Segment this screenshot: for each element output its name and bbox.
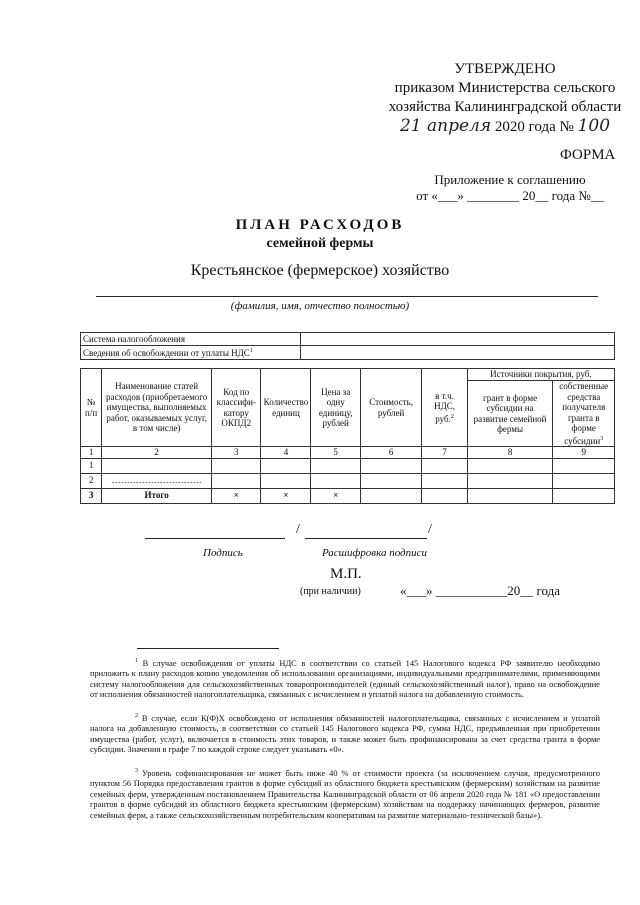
approval-number-handwritten: 100: [577, 116, 611, 136]
col-number: 3: [212, 447, 261, 459]
signature-decode-line[interactable]: [305, 538, 427, 539]
col-number: 6: [360, 447, 422, 459]
tax-system-label: Система налогообложения: [81, 333, 301, 346]
footnote-text: В случае освобождения от уплаты НДС в соответствии со статьей 145 Налогового кодекса РФ заявителю необходимо приложить к плану расходов копию уведомления об использовании организациями, индивидуальными предпринимателями, применяющими систему налогообложения для сельскохозяйственных товаропроизводителей (единый сельскохозяйственный налог), право на освобождение от исполнения обязанностей налогоплательщика, связанных с исчислением и уплатой налога на добавленную стоимость.: [90, 658, 601, 700]
column-number-row: [81, 447, 615, 459]
approval-year: 2020 года №: [494, 119, 574, 135]
row-name: Итого: [102, 488, 212, 503]
row-price: ×: [311, 488, 360, 503]
stamp-label: М.П.: [330, 566, 362, 582]
footnote-num: 2: [135, 713, 138, 719]
expense-table: [80, 368, 615, 504]
fio-line: [96, 296, 598, 297]
header-vat: [422, 369, 467, 447]
footnote-divider: [137, 648, 279, 649]
tax-table: [80, 332, 615, 360]
approval-line-2: хозяйства Калининградской области: [388, 99, 622, 115]
header-own-text: собственные средства получателя гранта в форме субсидии: [559, 381, 609, 446]
header-cost: Стоимость, рублей: [360, 369, 422, 447]
tax-vat-label: [81, 346, 301, 360]
tax-vat-value[interactable]: [301, 346, 615, 360]
row-grant[interactable]: [467, 458, 553, 473]
row-own[interactable]: [553, 458, 615, 473]
row-code[interactable]: [212, 473, 261, 488]
footnote-text: В случае, если К(Ф)Х освобождено от исполнения обязанностей налогоплательщика, связанных с исчислением и уплатой налога на добавленную стоимость, в соответствии со статьей 145 Налогового кодекса РФ, сумма НДС, предъявленная при приобретении имущества (работ, услуг), включается в стоимость этих товаров, и также может быть профинансирована за счет средства гранта в форме субсидии. Значения в графе 7 по каждой строке следует указывать «0».: [90, 713, 600, 755]
col-number: 9: [553, 447, 615, 459]
row-code[interactable]: [212, 458, 261, 473]
signature-label: Подпись: [203, 547, 243, 559]
header-grant: грант в форме субсидии на развитие семейной фермы: [467, 381, 553, 447]
table-row: [81, 473, 615, 488]
row-cost[interactable]: [360, 473, 422, 488]
row-own[interactable]: [553, 488, 615, 503]
row-own[interactable]: [553, 473, 615, 488]
tax-row-vat: [81, 346, 615, 360]
stamp-date: «___» ___________20__ года: [400, 583, 561, 598]
footnote-num: 1: [135, 658, 138, 664]
col-number: 7: [422, 447, 467, 459]
header-row-1: [81, 369, 615, 381]
fio-caption: (фамилия, имя, отчество полностью): [230, 300, 410, 312]
header-name: Наименование статей расходов (приобретаемого имущества, выполняемых работ, оказываемых услуг, в том числе): [102, 369, 212, 447]
footnote-ref-3: 3: [600, 435, 604, 442]
page-subtitle: семейной фермы: [266, 236, 374, 251]
footnote-num: 3: [135, 768, 138, 774]
header-vat-text: в т.ч. НДС, руб.: [434, 390, 455, 424]
tax-system-value[interactable]: [301, 333, 615, 346]
header-sources: Источники покрытия, руб.: [467, 369, 614, 381]
entity-type: Крестьянское (фермерское) хозяйство: [190, 262, 450, 279]
row-price[interactable]: [311, 473, 360, 488]
footnote-3: [90, 766, 600, 821]
footnote-text: Уровень софинансирования не может быть ниже 40 % от стоимости проекта (за исключением случая, предусмотренного пунктом 56 Порядка предоставления грантов в форме субсидий из областного бюджета крестьянским (фермерским) хозяйствам на развитие семейных ферм, утвержденным постановлением Правительства Калининградской области от 06 апреля 2020 года № 181 «О предоставлении грантов в форме субсидий из областного бюджета крестьянским (фермерским) хозяйствам на поддержку начинающих фермеров, развитие семейных ферм, а также сельскохозяйственным потребительским кооперативам на развитие материально-технической базы»).: [90, 768, 600, 820]
header-qty: Количество единиц: [261, 369, 311, 447]
approval-block: [380, 60, 630, 139]
signature-slash-1: /: [296, 522, 300, 537]
row-num: 1: [81, 458, 102, 473]
row-num: 3: [81, 488, 102, 503]
signature-slash-2: /: [428, 522, 432, 537]
header-code: Код по классифи-катору ОКПД2: [212, 369, 261, 447]
col-number: 1: [81, 447, 102, 459]
tax-row-system: [81, 333, 615, 346]
row-cost[interactable]: [360, 458, 422, 473]
approval-line-1: приказом Министерства сельского: [394, 80, 616, 96]
stamp-if-any: (при наличии): [300, 586, 361, 597]
col-number: 8: [467, 447, 553, 459]
row-cost[interactable]: [360, 488, 422, 503]
row-price[interactable]: [311, 458, 360, 473]
approval-date-handwritten: 21 апреля: [399, 116, 492, 136]
approval-date: [380, 117, 630, 139]
row-code: ×: [212, 488, 261, 503]
header-own: [553, 381, 615, 447]
form-label: ФОРМА: [560, 147, 616, 163]
appendix-line-2: от «___» ________ 20__ года №__: [416, 188, 604, 203]
row-qty: ×: [261, 488, 311, 503]
appendix-block: [410, 172, 610, 204]
row-vat[interactable]: [422, 488, 467, 503]
col-number: 5: [311, 447, 360, 459]
header-price: Цена за одну единицу, рублей: [311, 369, 360, 447]
appendix-line-1: Приложение к соглашению: [434, 172, 586, 187]
table-row: [81, 458, 615, 473]
row-qty[interactable]: [261, 473, 311, 488]
header-num: № п/п: [81, 369, 102, 447]
row-num: 2: [81, 473, 102, 488]
row-grant[interactable]: [467, 473, 553, 488]
footnote-1: [90, 656, 600, 701]
approval-heading: УТВЕРЖДЕНО: [454, 61, 556, 77]
row-vat[interactable]: [422, 473, 467, 488]
total-row: [81, 488, 615, 503]
signature-line[interactable]: [145, 538, 285, 539]
page-title: ПЛАН РАСХОДОВ: [235, 217, 405, 233]
row-name[interactable]: …………………………: [102, 473, 212, 488]
signature-decode-label: Расшифровка подписи: [322, 547, 427, 559]
footnote-ref-2: 2: [450, 413, 454, 420]
col-number: 4: [261, 447, 311, 459]
row-vat[interactable]: [422, 458, 467, 473]
row-qty[interactable]: [261, 458, 311, 473]
footnote-ref-1: 1: [249, 348, 253, 354]
footnote-2: [90, 711, 600, 756]
tax-vat-label-text: Сведения об освобождении от уплаты НДС: [83, 348, 250, 358]
row-grant[interactable]: [467, 488, 553, 503]
row-name[interactable]: [102, 458, 212, 473]
col-number: 2: [102, 447, 212, 459]
